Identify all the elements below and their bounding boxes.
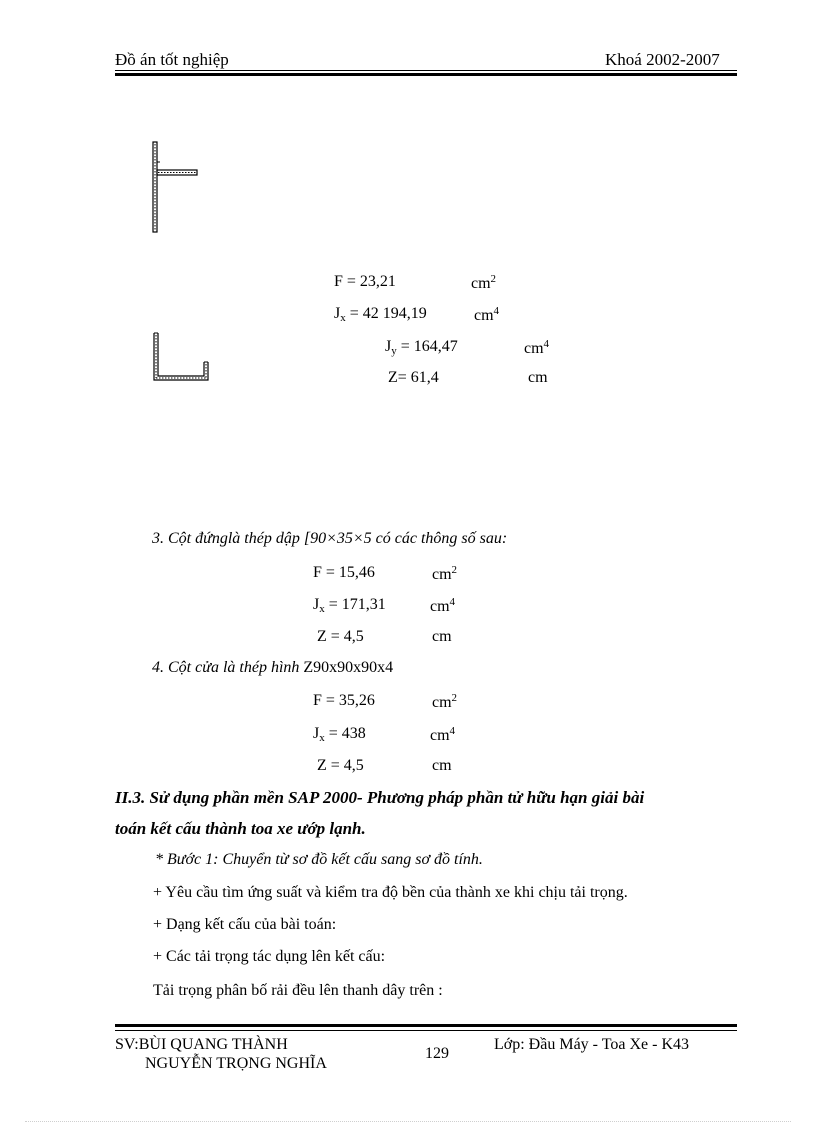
unit-exponent: 2 [451, 692, 458, 704]
unit: cm [432, 694, 452, 711]
unit: cm [524, 340, 544, 357]
unit: cm [471, 275, 491, 292]
item4-title [152, 659, 393, 677]
section1-Z-unit: cm [528, 369, 548, 386]
footer-rule-thick [115, 1024, 737, 1027]
item4-Jx [313, 725, 366, 744]
Jx-value: = 438 [324, 725, 366, 742]
footer-class: Lớp: Đầu Máy - Toa Xe - K43 [494, 1036, 689, 1053]
header-left: Đồ án tốt nghiệp [115, 50, 229, 69]
section-heading-line1: II.3. Sử dụng phần mền SAP 2000- Phương pháp phần tử hữu hạn giải bài [115, 788, 645, 807]
J-symbol: J [313, 725, 320, 742]
unit-exponent: 4 [449, 596, 456, 608]
section1-Jy [385, 338, 458, 357]
section1-Z: Z= 61,4 [388, 369, 439, 386]
unit: cm [430, 598, 450, 615]
angle-section-diagram [150, 140, 205, 235]
load-description: Tải trọng phân bố rải đều lên thanh dây trên : [153, 982, 443, 999]
footer-rule-thin [115, 1030, 737, 1031]
item4-Z-unit: cm [432, 757, 452, 774]
bullet-structure-type: + Dạng kết cấu của bài toán: [153, 916, 337, 933]
header-right: Khoá 2002-2007 [605, 50, 720, 69]
subscript: x [340, 312, 346, 324]
J-symbol: J [334, 305, 341, 322]
unit-exponent: 2 [490, 273, 497, 285]
item4-F: F = 35,26 [313, 692, 375, 709]
item4-title-profile: Z90x90x90x4 [303, 659, 394, 676]
section1-Jx [334, 305, 427, 324]
item4-Jx-unit [430, 725, 455, 745]
Jx-value: = 42 194,19 [345, 305, 427, 322]
unit: cm [430, 727, 450, 744]
unit: cm [474, 307, 494, 324]
item4-title-italic: 4. Cột cửa là thép hình [152, 659, 304, 676]
Jy-value: = 164,47 [396, 338, 458, 355]
Jx-value: = 171,31 [324, 596, 386, 613]
unit-exponent: 4 [493, 305, 500, 317]
item3-Jx-unit [430, 596, 455, 616]
bullet-requirement: + Yêu cầu tìm ứng suất và kiểm tra độ bền của thành xe khi chịu tải trọng. [153, 884, 628, 901]
header-rule-thick [115, 73, 737, 76]
step1: * Bước 1: Chuyển từ sơ đồ kết cấu sang sơ đồ tính. [155, 851, 483, 868]
item4-F-unit [432, 692, 457, 712]
unit-exponent: 2 [451, 564, 458, 576]
section-heading-line2: toán kết cấu thành toa xe ướp lạnh. [115, 819, 366, 838]
section1-F-unit [471, 273, 496, 293]
header-rule-thin [115, 70, 737, 71]
subscript: x [319, 732, 325, 744]
section1-Jy-unit [524, 338, 549, 358]
section1-Jx-unit [474, 305, 499, 325]
J-symbol: J [385, 338, 392, 355]
unit-exponent: 4 [543, 338, 550, 350]
item3-F-unit [432, 564, 457, 584]
page-bottom-divider [25, 1121, 791, 1122]
unit-exponent: 4 [449, 725, 456, 737]
item3-Z-unit: cm [432, 628, 452, 645]
item3-Z: Z = 4,5 [317, 628, 364, 645]
item4-Z: Z = 4,5 [317, 757, 364, 774]
bullet-loads: + Các tải trọng tác dụng lên kết cấu: [153, 948, 386, 965]
J-symbol: J [313, 596, 320, 613]
F-value: F = 23,21 [334, 273, 396, 290]
unit: cm [432, 566, 452, 583]
section1-F [334, 273, 396, 291]
subscript: y [391, 345, 397, 357]
footer-student2: NGUYỄN TRỌNG NGHĨA [145, 1055, 327, 1072]
item3-title: 3. Cột đứnglà thép dập [90×35×5 có các thông số sau: [152, 530, 508, 547]
page-number: 129 [425, 1045, 449, 1062]
item3-Jx [313, 596, 386, 615]
item3-F: F = 15,46 [313, 564, 375, 581]
subscript: x [319, 603, 325, 615]
footer-student1: SV:BÙI QUANG THÀNH [115, 1036, 288, 1053]
channel-section-diagram [150, 330, 212, 386]
